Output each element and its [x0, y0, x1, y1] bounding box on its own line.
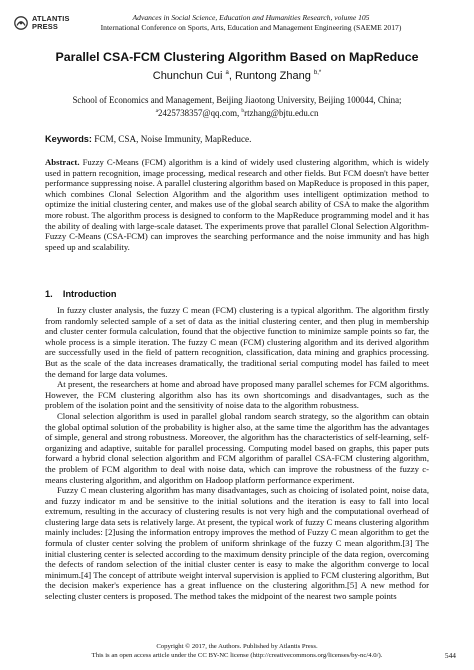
keywords-label: Keywords: — [45, 134, 92, 144]
author-emails — [20, 108, 454, 118]
author-affiliation-mark: b,* — [313, 70, 322, 76]
body-paragraph: At present, the researchers at home and abroad have proposed many parallel schemes for FCM algorithms. However, the FCM clustering algorithm also has its own shortcomings and disadvantages, such as the problem of the isolation point and the sensitivity of noise data to the algorithm robustness. — [45, 379, 429, 411]
copyright-notice: Copyright © 2017, the Authors. Published by Atlantis Press. — [156, 643, 318, 650]
logo-text — [32, 15, 70, 31]
author-list: Chunchun Cui $^a$, Runtong Zhang $^{b,*}$ — [152, 70, 322, 82]
conference-header: International Conference on Sports, Arts, Education and Management Engineering (SAEME 2017) — [100, 23, 402, 32]
email-mark: b — [241, 108, 245, 114]
keywords-text: FCM, CSA, Noise Immunity, MapReduce. — [94, 134, 252, 144]
abstract-label: Abstract. — [45, 157, 80, 167]
abstract-text: Fuzzy C-Means (FCM) algorithm is a kind of widely used clustering algorithm, which is widely used in pattern recognition, image processing, medical research and other fields. But FCM doesn't have better performance suppressing noise. A parallel clustering algorithm based on MapReduce is proposed in this paper, which combines Clonal Selection Algorithm and the algorithm uses intelligent optimization method to optimize the initial clustering center, and makes use of the global search ability of CSA to make the algorithm more robust. The algorithm process is designed to conform to the MapReduce programming model and it has the ability of dealing with large-scale dataset. The experiments prove that parallel Clonal Selection Algorithm-Fuzzy C-Means (CSA-FCM) can improves the searching performance and the noise immunity and has high speed up and scalability. — [45, 157, 430, 252]
body-paragraph: Fuzzy C mean clustering algorithm has many disadvantages, such as choicing of isolated point, noise data, and fuzzy indicator m and be sensitive to the initial solutions and the iteration is easy to fall into local extremum, resulting in the accuracy of clustering results is not very high and the computational overhead of clustering large data sets is relatively large. At present, the typical work of fuzzy C means clustering algorithm mainly includes: [2]using the information entropy improves the method of Fuzzy C mean algorithm to get the formula of cluster center solving the problem of uniform shrinkage of the fuzzy C mean algorithm.[3] The initial clustering center is selected according to the maximum density principle of the data region, overcoming the defects of random selection of the initial cluster center is easy to make the algorithm converge to local minimum.[4] The concept of attribute weight interval supervision is applied to FCM clustering algorithm, But the decision maker's experience has a great influence on the clustering algorithm.[5] A new method for selecting cluster centers is proposed. The method takes the midpoint of the nearest two sample points — [45, 485, 429, 602]
logo-line-2: PRESS — [32, 22, 59, 31]
email-address[interactable]: rtzhang@bjtu.edu.cn — [244, 108, 319, 118]
section-title: Introduction — [62, 289, 117, 299]
author-name: Runtong Zhang — [235, 70, 311, 82]
affiliation: School of Economics and Management, Beijing Jiaotong University, Beijing 100044, China; — [72, 95, 402, 105]
publisher-logo — [14, 10, 72, 36]
abstract — [45, 157, 429, 252]
logo-line-1: ATLANTIS — [32, 14, 70, 23]
keywords — [45, 134, 429, 144]
email-mark: a — [155, 108, 159, 114]
body-paragraph: In fuzzy cluster analysis, the fuzzy C mean (FCM) clustering is a typical algorithm. The algorithm firstly from randomly selected sample of a set of data as the initial clustering center, and then plug in membership and cluster center formula calculation, found that the objective function to minimize sample points so far, the whole process is a simple iteration. The fuzzy C mean (FCM) clustering algorithm and its derived algorithm are successfully used in the field of pattern recognition, classification, data mining and graphics processing. But as the scale of the data increases dramatically, the traditional serial computing model has failed to meet the demand for large data volumes. — [45, 305, 429, 379]
author-affiliation-mark: a — [225, 70, 229, 76]
atlantis-logo-icon — [14, 16, 28, 30]
body-paragraph: Clonal selection algorithm is used in parallel global random search strategy, so the algorithm can obtain the global optimal solution of the probability is higher also, at the same time the algorithm has the advantages of simple, general and strong robustness. Moreover, the algorithm has the characteristics of self-learning, self-organizing and adaptive, suitable for parallel processing. Computing model based on graphs, this paper puts forward a hybrid clonal selection algorithm and FCM algorithm of parallel CSA-FCM clustering algorithm, the problem of FCM algorithm to deal with noise data, which can improve the robustness of the fuzzy c-means clustering algorithm, and algorithm on Hadoop platform performance experiment. — [45, 410, 429, 485]
paper-title: Parallel CSA-FCM Clustering Algorithm Based on MapReduce — [55, 50, 419, 64]
author-name: Chunchun Cui — [152, 70, 223, 82]
introduction-body — [45, 305, 429, 602]
section-number: 1. — [45, 289, 53, 299]
journal-header: Advances in Social Science, Education and Humanities Research, volume 105 — [132, 13, 370, 22]
license-notice: This is an open access article under the CC BY-NC license (http://creativecommons.org/licenses/by-nc/4.0/). — [91, 652, 383, 659]
page-number: 544 — [444, 651, 456, 660]
email-address[interactable]: 2425738357@qq.com, — [158, 108, 240, 118]
section-heading — [45, 289, 116, 299]
